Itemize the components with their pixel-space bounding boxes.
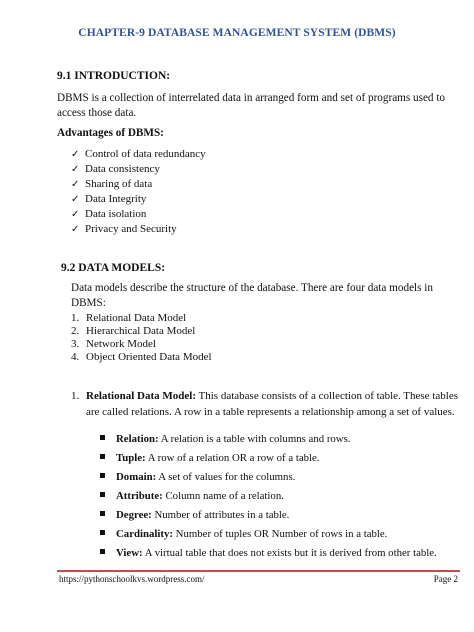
- list-item: Cardinality: Number of tuples OR Number of rows in a table.: [100, 526, 472, 545]
- square-bullet-icon: [100, 454, 105, 459]
- checkmark-icon: ✓: [71, 209, 80, 220]
- section-heading-introduction: 9.1 INTRODUCTION:: [57, 70, 171, 82]
- list-item: Relation: A relation is a table with columns and rows.: [100, 431, 472, 450]
- list-item: ✓ Sharing of data: [71, 178, 153, 190]
- list-item: Attribute: Column name of a relation.: [100, 488, 472, 507]
- list-item: ✓ Data Integrity: [71, 193, 147, 205]
- chapter-title: CHAPTER-9 DATABASE MANAGEMENT SYSTEM (DBMS): [78, 27, 396, 39]
- square-bullet-icon: [100, 511, 105, 516]
- data-models-paragraph: Data models describe the structure of the database. There are four data models in DBMS:: [71, 282, 433, 309]
- advantages-list: [71, 147, 206, 237]
- relational-model-label: Relational Data Model:: [86, 390, 196, 402]
- square-bullet-icon: [100, 549, 105, 554]
- list-item: 2. Hierarchical Data Model: [71, 325, 196, 337]
- data-models-list: [71, 312, 212, 364]
- relational-model-paragraph: 1. Relational Data Model: This database consists of a collection of table. These tables are called relations. A row in a table represents a relationship among a set of values.: [71, 390, 458, 418]
- square-bullet-icon: [100, 530, 105, 535]
- intro-paragraph: DBMS is a collection of interrelated data in arranged form and set of programs used to access those data.: [57, 92, 446, 119]
- advantages-heading: Advantages of DBMS:: [57, 127, 164, 139]
- checkmark-icon: ✓: [71, 149, 80, 160]
- page-number: Page 2: [433, 574, 458, 584]
- list-item: 3. Network Model: [71, 338, 156, 350]
- square-bullet-icon: [100, 473, 105, 478]
- list-item: ✓ Data isolation: [71, 208, 147, 220]
- checkmark-icon: ✓: [71, 164, 80, 175]
- list-item: View: A virtual table that does not exists but it is derived from other table.: [100, 545, 472, 564]
- square-bullet-icon: [100, 435, 105, 440]
- square-bullet-icon: [100, 492, 105, 497]
- checkmark-icon: ✓: [71, 194, 80, 205]
- list-item: ✓ Privacy and Security: [71, 223, 177, 235]
- relational-model-text: This database consists of a collection of table. These tables are called relations. A row in a table represents a relationship among a set of values.: [86, 390, 458, 418]
- footer-url-link[interactable]: https://pythonschoolkvs.wordpress.com/: [59, 574, 205, 584]
- relational-terms-list: [100, 431, 472, 564]
- list-item: ✓ Data consistency: [71, 163, 160, 175]
- list-item: Degree: Number of attributes in a table.: [100, 507, 472, 526]
- checkmark-icon: ✓: [71, 224, 80, 235]
- list-item: Domain: A set of values for the columns.: [100, 469, 472, 488]
- section-heading-data-models: 9.2 DATA MODELS:: [61, 262, 166, 274]
- footer-divider: [57, 570, 460, 572]
- list-item: Tuple: A row of a relation OR a row of a table.: [100, 450, 472, 469]
- list-item: 1. Relational Data Model: [71, 312, 187, 324]
- list-item: 4. Object Oriented Data Model: [71, 351, 212, 363]
- list-item: ✓ Control of data redundancy: [71, 148, 206, 160]
- checkmark-icon: ✓: [71, 179, 80, 190]
